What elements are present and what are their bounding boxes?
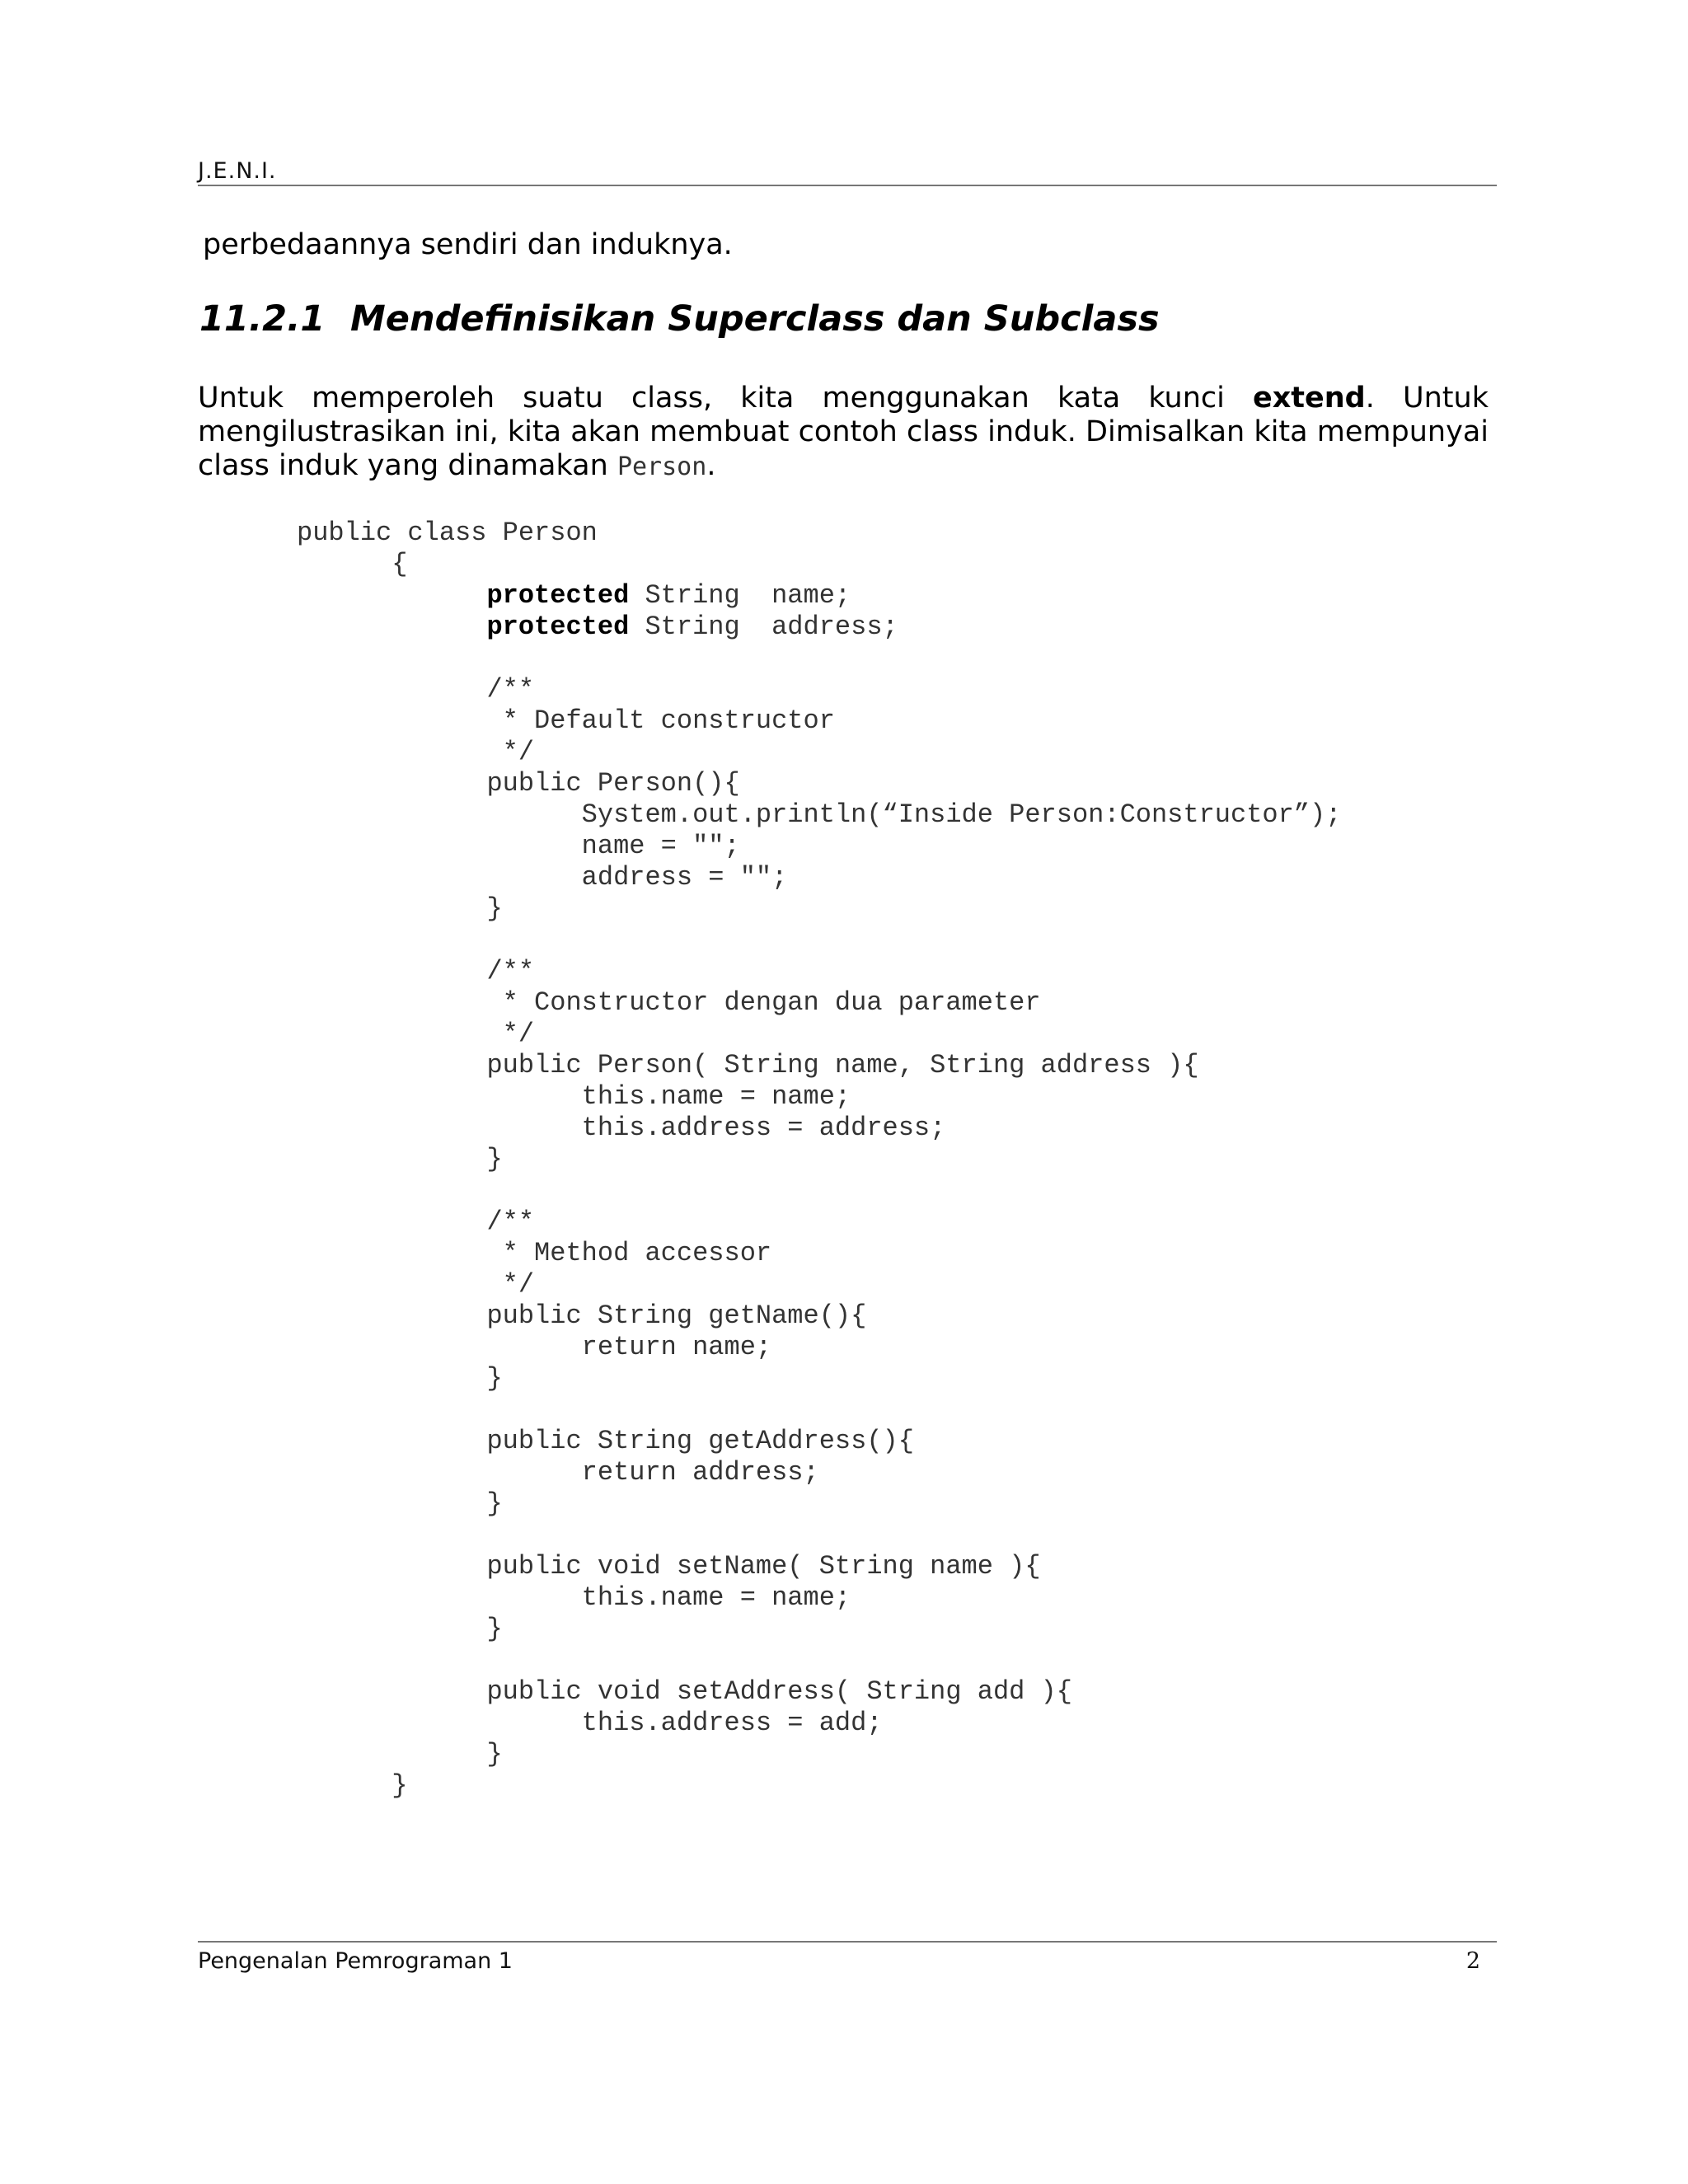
code-line: this.name = name; bbox=[297, 1081, 851, 1112]
code-line bbox=[297, 643, 1341, 674]
code-line-rest: String address; bbox=[629, 612, 898, 642]
body-paragraph bbox=[198, 382, 1489, 483]
code-line: public String getAddress(){ bbox=[297, 1426, 914, 1456]
code-line: */ bbox=[297, 1019, 535, 1049]
code-line: public void setAddress( String add ){ bbox=[297, 1676, 1072, 1707]
code-line bbox=[297, 580, 1341, 612]
code-line: return address; bbox=[297, 1457, 819, 1488]
code-line bbox=[297, 1645, 1341, 1676]
protected-keyword: protected bbox=[486, 580, 630, 611]
section-title: Mendefinisikan Superclass dan Subclass bbox=[350, 298, 1160, 340]
code-line bbox=[297, 1520, 1341, 1551]
code-line: } bbox=[297, 1614, 503, 1644]
code-line bbox=[297, 612, 1341, 643]
code-line: } bbox=[297, 1739, 503, 1769]
code-line: /** bbox=[297, 1207, 535, 1237]
code-line: * Constructor dengan dua parameter bbox=[297, 987, 1041, 1018]
code-line: this.address = add; bbox=[297, 1708, 883, 1738]
code-line: public void setName( String name ){ bbox=[297, 1551, 1041, 1582]
person-inline-code: Person bbox=[617, 452, 707, 481]
code-line: public String getName(){ bbox=[297, 1301, 867, 1331]
code-line: } bbox=[297, 893, 503, 924]
code-line: /** bbox=[297, 674, 535, 705]
code-line: name = ""; bbox=[297, 831, 740, 861]
code-line: } bbox=[297, 1363, 503, 1394]
code-line: this.name = name; bbox=[297, 1582, 851, 1613]
code-line: System.out.println(“Inside Person:Constructor”); bbox=[297, 799, 1342, 830]
code-line: * Method accessor bbox=[297, 1238, 772, 1268]
code-line: } bbox=[297, 1488, 503, 1519]
code-line bbox=[297, 925, 1341, 956]
header-divider bbox=[198, 185, 1497, 186]
code-line-rest: String name; bbox=[629, 580, 851, 611]
code-line: address = ""; bbox=[297, 862, 788, 893]
code-line: } bbox=[297, 1144, 503, 1174]
code-line: public Person(){ bbox=[297, 768, 740, 799]
footer-course-title: Pengenalan Pemrograman 1 bbox=[198, 1948, 513, 1974]
paragraph-line-3-tail: . bbox=[706, 449, 716, 482]
paragraph-line-1-text: Untuk memperoleh suatu class, kita menggunakan kata kunci bbox=[198, 382, 1225, 415]
paragraph-line-3-text: class induk yang dinamakan bbox=[198, 449, 608, 482]
page-number: 2 bbox=[1465, 1948, 1480, 1974]
paragraph-line-1-tail: . Untuk bbox=[1365, 382, 1489, 415]
code-line: */ bbox=[297, 737, 535, 767]
code-line: * Default constructor bbox=[297, 705, 835, 736]
code-line bbox=[297, 1394, 1341, 1426]
code-line: */ bbox=[297, 1269, 535, 1300]
extend-keyword: extend bbox=[1252, 382, 1366, 415]
section-number: 11.2.1 bbox=[199, 298, 326, 340]
code-line: this.address = address; bbox=[297, 1113, 946, 1143]
code-line: } bbox=[297, 1770, 408, 1801]
page-header-title: J.E.N.I. bbox=[198, 158, 277, 184]
code-line: public class Person bbox=[297, 518, 598, 548]
code-line: public Person( String name, String address ){ bbox=[297, 1050, 1199, 1080]
intro-text: perbedaannya sendiri dan induknya. bbox=[203, 228, 733, 261]
protected-keyword: protected bbox=[486, 612, 630, 642]
section-heading bbox=[199, 298, 1160, 340]
paragraph-line-2: mengilustrasikan ini, kita akan membuat contoh class induk. Dimisalkan kita mempunyai bbox=[198, 415, 1489, 448]
code-block bbox=[297, 518, 1341, 1802]
code-line: /** bbox=[297, 956, 535, 987]
footer-divider bbox=[198, 1941, 1497, 1943]
paragraph-line-3 bbox=[198, 449, 1489, 483]
paragraph-line-1 bbox=[198, 382, 1489, 415]
code-line: return name; bbox=[297, 1332, 772, 1362]
code-line: { bbox=[297, 549, 408, 579]
code-line bbox=[297, 1175, 1341, 1207]
